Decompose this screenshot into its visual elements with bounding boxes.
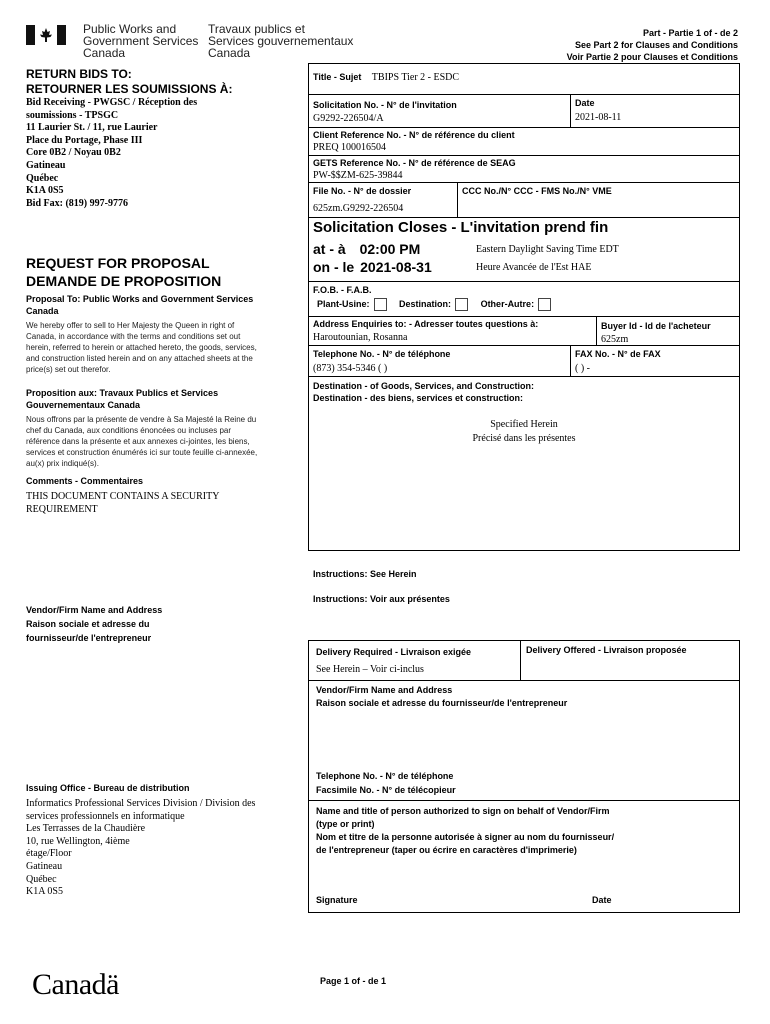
issuing-line: K1A 0S5 bbox=[26, 886, 63, 898]
canada-flag-icon bbox=[26, 25, 66, 45]
delivery-offered-label[interactable]: Delivery Offered - Livraison proposée bbox=[526, 645, 687, 655]
title-label: Title - Sujet bbox=[313, 72, 362, 82]
instructions-en: Instructions: See Herein bbox=[313, 569, 417, 579]
gov-en-line2: Government Services bbox=[83, 34, 199, 48]
issuing-line: 10, rue Wellington, 4ième bbox=[26, 835, 130, 847]
auth-line: Name and title of person authorized to sign on behalf of Vendor/Firm bbox=[316, 806, 610, 816]
vendor-telephone-label[interactable]: Telephone No. - N° de téléphone bbox=[316, 771, 454, 781]
gets-value: PW-$$ZM-625-39844 bbox=[313, 170, 403, 181]
auth-line: (type or print) bbox=[316, 819, 375, 829]
rfp-title-fr: DEMANDE DE PROPOSITION bbox=[26, 273, 222, 289]
solicitation-label: Solicitation No. - N° de l'invitation bbox=[313, 100, 457, 110]
address-line: Place du Portage, Phase III bbox=[26, 134, 143, 146]
canada-wordmark: Canadä bbox=[32, 968, 119, 1001]
gov-fr-line1: Travaux publics et bbox=[208, 22, 305, 36]
vendor-left-line: Vendor/Firm Name and Address bbox=[26, 605, 163, 615]
authorized-person[interactable] bbox=[316, 805, 614, 857]
proposal-to-label: Proposal To: Public Works and Government Services Canada bbox=[26, 294, 254, 316]
part-line: Part - Partie 1 of - de 2 bbox=[642, 28, 738, 38]
see-part-fr: Voir Partie 2 pour Clauses et Conditions bbox=[566, 52, 738, 62]
gov-name-fr bbox=[208, 23, 353, 59]
file-label: File No. - N° de dossier bbox=[313, 186, 412, 196]
proposal-en-body: We hereby offer to sell to Her Majesty the Queen in right of Canada, in accordance with the terms and conditions set out herein, referred to herein or attached hereto, the goods, services, and construction listed herein and on any attached sheets at the price(s) set out therefor. bbox=[26, 321, 257, 374]
signature-field[interactable]: Signature bbox=[316, 895, 358, 905]
instructions-fr: Instructions: Voir aux présentes bbox=[313, 594, 450, 604]
issuing-line: Les Terrasses de la Chaudière bbox=[26, 823, 146, 835]
file-value: 625zm.G9292-226504 bbox=[313, 203, 404, 214]
plant-label: Plant-Usine: bbox=[317, 299, 370, 309]
fob-options bbox=[317, 298, 561, 311]
destination-goods-fr: Destination - des biens, services et construction: bbox=[313, 393, 524, 403]
vendor-left-line: fournisseur/de l'entrepreneur bbox=[26, 633, 152, 643]
see-part-en: See Part 2 for Clauses and Conditions bbox=[574, 40, 738, 50]
fax-label: FAX No. - N° de FAX bbox=[575, 349, 661, 359]
part-info bbox=[567, 27, 738, 63]
solicitation-value: G9292-226504/A bbox=[313, 113, 384, 124]
closing-time-row bbox=[313, 240, 420, 258]
closing-time: 02:00 PM bbox=[359, 241, 421, 257]
vendor-name-fr[interactable]: Raison sociale et adresse du fournisseur/de l'entrepreneur bbox=[316, 698, 568, 708]
gov-fr-line2: Services gouvernementaux bbox=[208, 34, 354, 48]
auth-line: Nom et titre de la personne autorisée à signer au nom du fournisseur/ bbox=[316, 832, 615, 842]
client-ref-label: Client Reference No. - N° de référence du client bbox=[313, 130, 515, 140]
gov-en-line3: Canada bbox=[83, 46, 126, 60]
specified-en: Specified Herein bbox=[490, 419, 558, 430]
buyer-id-label: Buyer Id - Id de l'acheteur bbox=[601, 321, 711, 331]
address-line: Québec bbox=[26, 172, 59, 184]
vendor-name-en: Vendor/Firm Name and Address bbox=[316, 685, 453, 695]
destination-label: Destination: bbox=[399, 299, 452, 309]
closing-date-row bbox=[313, 258, 432, 276]
fob-label: F.O.B. - F.A.B. bbox=[313, 285, 372, 295]
vendor-left-label bbox=[26, 603, 162, 645]
auth-line: de l'entrepreneur (taper ou écrire en caractères d'imprimerie) bbox=[316, 845, 577, 855]
address-line: 11 Laurier St. / 11, rue Laurier bbox=[26, 122, 158, 134]
date-value: 2021-08-11 bbox=[575, 112, 622, 123]
address-line: Bid Receiving - PWGSC / Réception des bbox=[26, 97, 198, 108]
delivery-required-value: See Herein – Voir ci-inclus bbox=[316, 664, 424, 675]
other-label: Other-Autre: bbox=[480, 299, 535, 309]
issuing-line: étage/Floor bbox=[26, 848, 72, 860]
title-value: TBIPS Tier 2 - ESDC bbox=[371, 72, 460, 83]
address-enquiries-value: Haroutounian, Rosanna bbox=[313, 332, 408, 343]
fax-value: ( ) - bbox=[575, 363, 590, 374]
client-ref-value: PREQ 100016504 bbox=[313, 142, 387, 153]
proposal-fr-label: Proposition aux: Travaux Publics et Services Gouvernementaux Canada bbox=[26, 388, 219, 410]
specified-fr: Précisé dans les présentes bbox=[472, 433, 576, 444]
at-label: at - à bbox=[313, 241, 346, 257]
plant-checkbox[interactable] bbox=[374, 298, 387, 311]
closing-date: 2021-08-31 bbox=[360, 259, 432, 275]
return-bids-fr: RETOURNER LES SOUMISSIONS À: bbox=[26, 82, 233, 96]
telephone-label: Telephone No. - N° de téléphone bbox=[313, 349, 451, 359]
destination-checkbox[interactable] bbox=[455, 298, 468, 311]
issuing-line: services professionnels en informatique bbox=[26, 810, 185, 822]
address-enquiries-label: Address Enquiries to: - Adresser toutes questions à: bbox=[313, 319, 539, 329]
return-bids-heading bbox=[26, 67, 232, 97]
issuing-office-address bbox=[26, 798, 255, 899]
gov-fr-line3: Canada bbox=[208, 46, 251, 60]
proposal-fr-body: Nous offrons par la présente de vendre à Sa Majesté la Reine du chef du Canada, aux conditions énoncées ou incluses par référence dans la présente et aux annexes ci-jointes, les biens, services et construction énumérés ici sur toute feuille ci-annexée, au(x) prix indiqué(s). bbox=[26, 415, 258, 468]
ccc-label: CCC No./N° CCC - FMS No./N° VME bbox=[462, 186, 612, 196]
vendor-fax-label[interactable]: Facsimile No. - N° de télécopieur bbox=[316, 785, 456, 795]
closes-heading: Solicitation Closes - L'invitation prend fin bbox=[313, 219, 609, 236]
signature-date-field[interactable]: Date bbox=[592, 895, 612, 905]
date-label: Date bbox=[575, 98, 595, 108]
address-line: Core 0B2 / Noyau 0B2 bbox=[26, 147, 121, 159]
address-line: Gatineau bbox=[26, 159, 66, 171]
comments-value: THIS DOCUMENT CONTAINS A SECURITY REQUIREMENT bbox=[26, 491, 220, 515]
timezone-fr: Heure Avancée de l'Est HAE bbox=[476, 262, 592, 273]
issuing-line: Québec bbox=[26, 873, 57, 885]
return-bids-en: RETURN BIDS TO: bbox=[26, 67, 132, 81]
gov-en-line1: Public Works and bbox=[83, 22, 177, 36]
gov-name-en bbox=[83, 23, 198, 59]
issuing-office-label: Issuing Office - Bureau de distribution bbox=[26, 783, 190, 793]
buyer-id-value: 625zm bbox=[601, 334, 629, 345]
comments-label: Comments - Commentaires bbox=[26, 476, 144, 486]
delivery-required-label: Delivery Required - Livraison exigée bbox=[316, 647, 472, 657]
destination-goods-en: Destination - of Goods, Services, and Construction: bbox=[313, 381, 535, 391]
title-row bbox=[313, 67, 459, 85]
rfp-title-en: REQUEST FOR PROPOSAL bbox=[26, 255, 210, 271]
page-number: Page 1 of - de 1 bbox=[320, 976, 387, 986]
bid-fax: Bid Fax: (819) 997-9776 bbox=[26, 197, 128, 209]
issuing-line: Informatics Professional Services Division / Division des bbox=[26, 798, 256, 809]
telephone-value: (873) 354-5346 ( ) bbox=[313, 363, 388, 374]
address-line: K1A 0S5 bbox=[26, 185, 64, 197]
address-line: soumissions - TPSGC bbox=[26, 109, 119, 121]
return-bids-address bbox=[26, 97, 197, 210]
rfp-title bbox=[26, 254, 221, 290]
gets-label: GETS Reference No. - N° de référence de SEAG bbox=[313, 158, 516, 168]
other-checkbox[interactable] bbox=[538, 298, 551, 311]
on-label: on - le bbox=[313, 259, 355, 275]
vendor-left-line: Raison sociale et adresse du bbox=[26, 619, 150, 629]
issuing-line: Gatineau bbox=[26, 860, 63, 872]
timezone-en: Eastern Daylight Saving Time EDT bbox=[476, 244, 619, 255]
